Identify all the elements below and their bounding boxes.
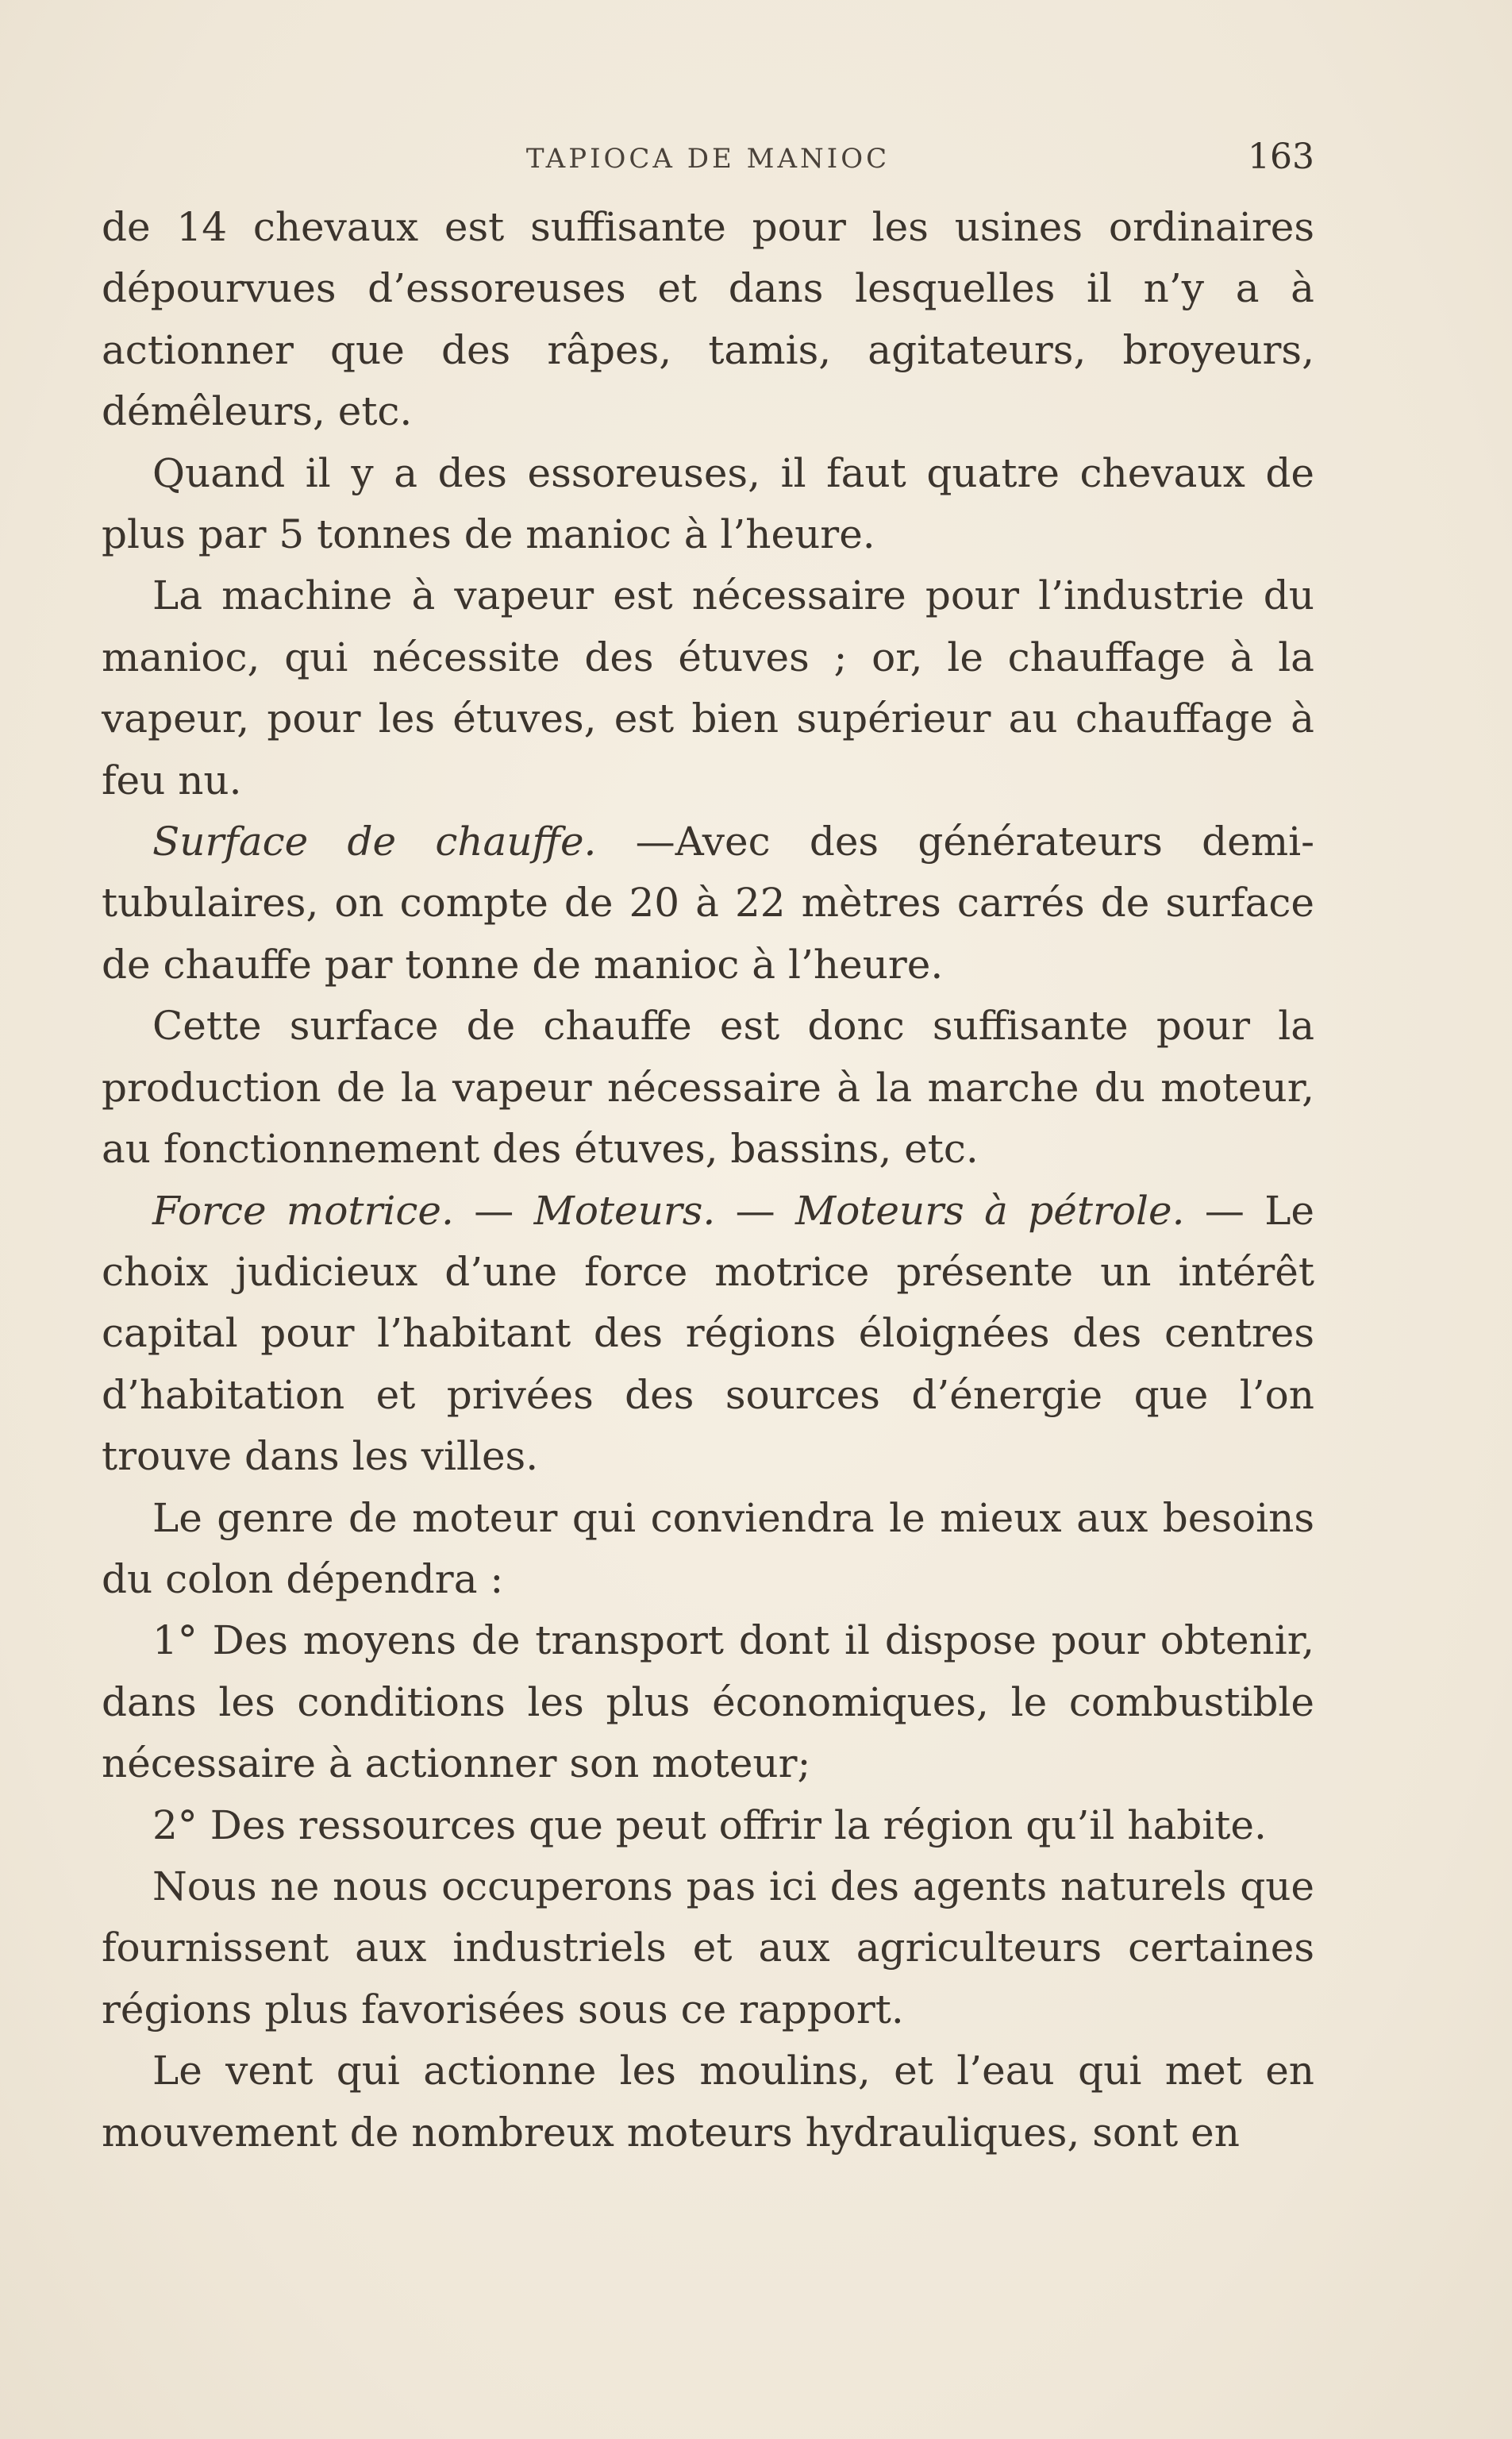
paragraph-8: 1° Des moyens de transport dont il dispose pour obtenir, dans les conditions les plus économiques, le combustible nécessaire à actionner son moteur; [102, 1617, 1314, 1787]
body-text [102, 197, 1314, 2164]
paragraph-2: Quand il y a des essoreuses, il faut quatre chevaux de plus par 5 tonnes de manioc à l’heure. [102, 449, 1314, 558]
paragraph-5: Cette surface de chauffe est donc suffisante pour la production de la vapeur nécessaire à la marche du moteur, au fonctionnement des étuves, bassins, etc. [102, 1003, 1314, 1173]
paragraph-11: Le vent qui actionne les moulins, et l’eau qui met en mouvement de nombreux moteurs hydrauliques, sont en [102, 2048, 1314, 2156]
section-heading-force-motrice: Force motrice. [152, 1187, 454, 1234]
paragraph-1: de 14 chevaux est suffisante pour les usines ordinaires dépourvues d’essoreuses et dans lesquelles il n’y a à actionner que des râpes, tamis, agitateurs, broyeurs, démêleurs, etc. [102, 204, 1314, 435]
section-heading-moteurs-a-petrole: Moteurs à pétrole. [795, 1187, 1185, 1234]
paragraph-4 [102, 811, 1314, 996]
page-header [102, 137, 1314, 184]
page-number: 163 [1248, 137, 1314, 177]
paragraph-6-text: — Le choix judicieux d’une force motrice présente un intérêt capital pour l’habitant des régions éloignées des centres d’habitation et privées des sources d’énergie que l’on trouve dans les villes. [102, 1187, 1314, 1480]
paragraph-9: 2° Des ressources que peut offrir la région qu’il habite. [152, 1801, 1267, 1848]
running-title: TAPIOCA DE MANIOC [525, 143, 891, 175]
section-heading-moteurs: Moteurs. [533, 1187, 716, 1234]
heading-separator: — [715, 1187, 796, 1234]
heading-separator: — [453, 1187, 534, 1234]
paragraph-10: Nous ne nous occuperons pas ici des agents naturels que fournissent aux industriels et aux agriculteurs certaines régions plus favorisées sous ce rapport. [102, 1863, 1314, 2032]
paragraph-3: La machine à vapeur est nécessaire pour l’industrie du manioc, qui nécessite des étuves ; or, le chauffage à la vapeur, pour les étuves, est bien supérieur au chauffage à feu nu. [102, 572, 1314, 803]
paragraph-7: Le genre de moteur qui conviendra le mieux aux besoins du colon dépendra : [102, 1494, 1314, 1602]
paragraph-4-text: —Avec des générateurs demi-tubulaires, on compte de 20 à 22 mètres carrés de surface de chauffe par tonne de manioc à l’heure. [102, 819, 1314, 988]
section-heading-surface-de-chauffe: Surface de chauffe. [152, 819, 597, 865]
paragraph-6 [102, 1181, 1314, 1488]
